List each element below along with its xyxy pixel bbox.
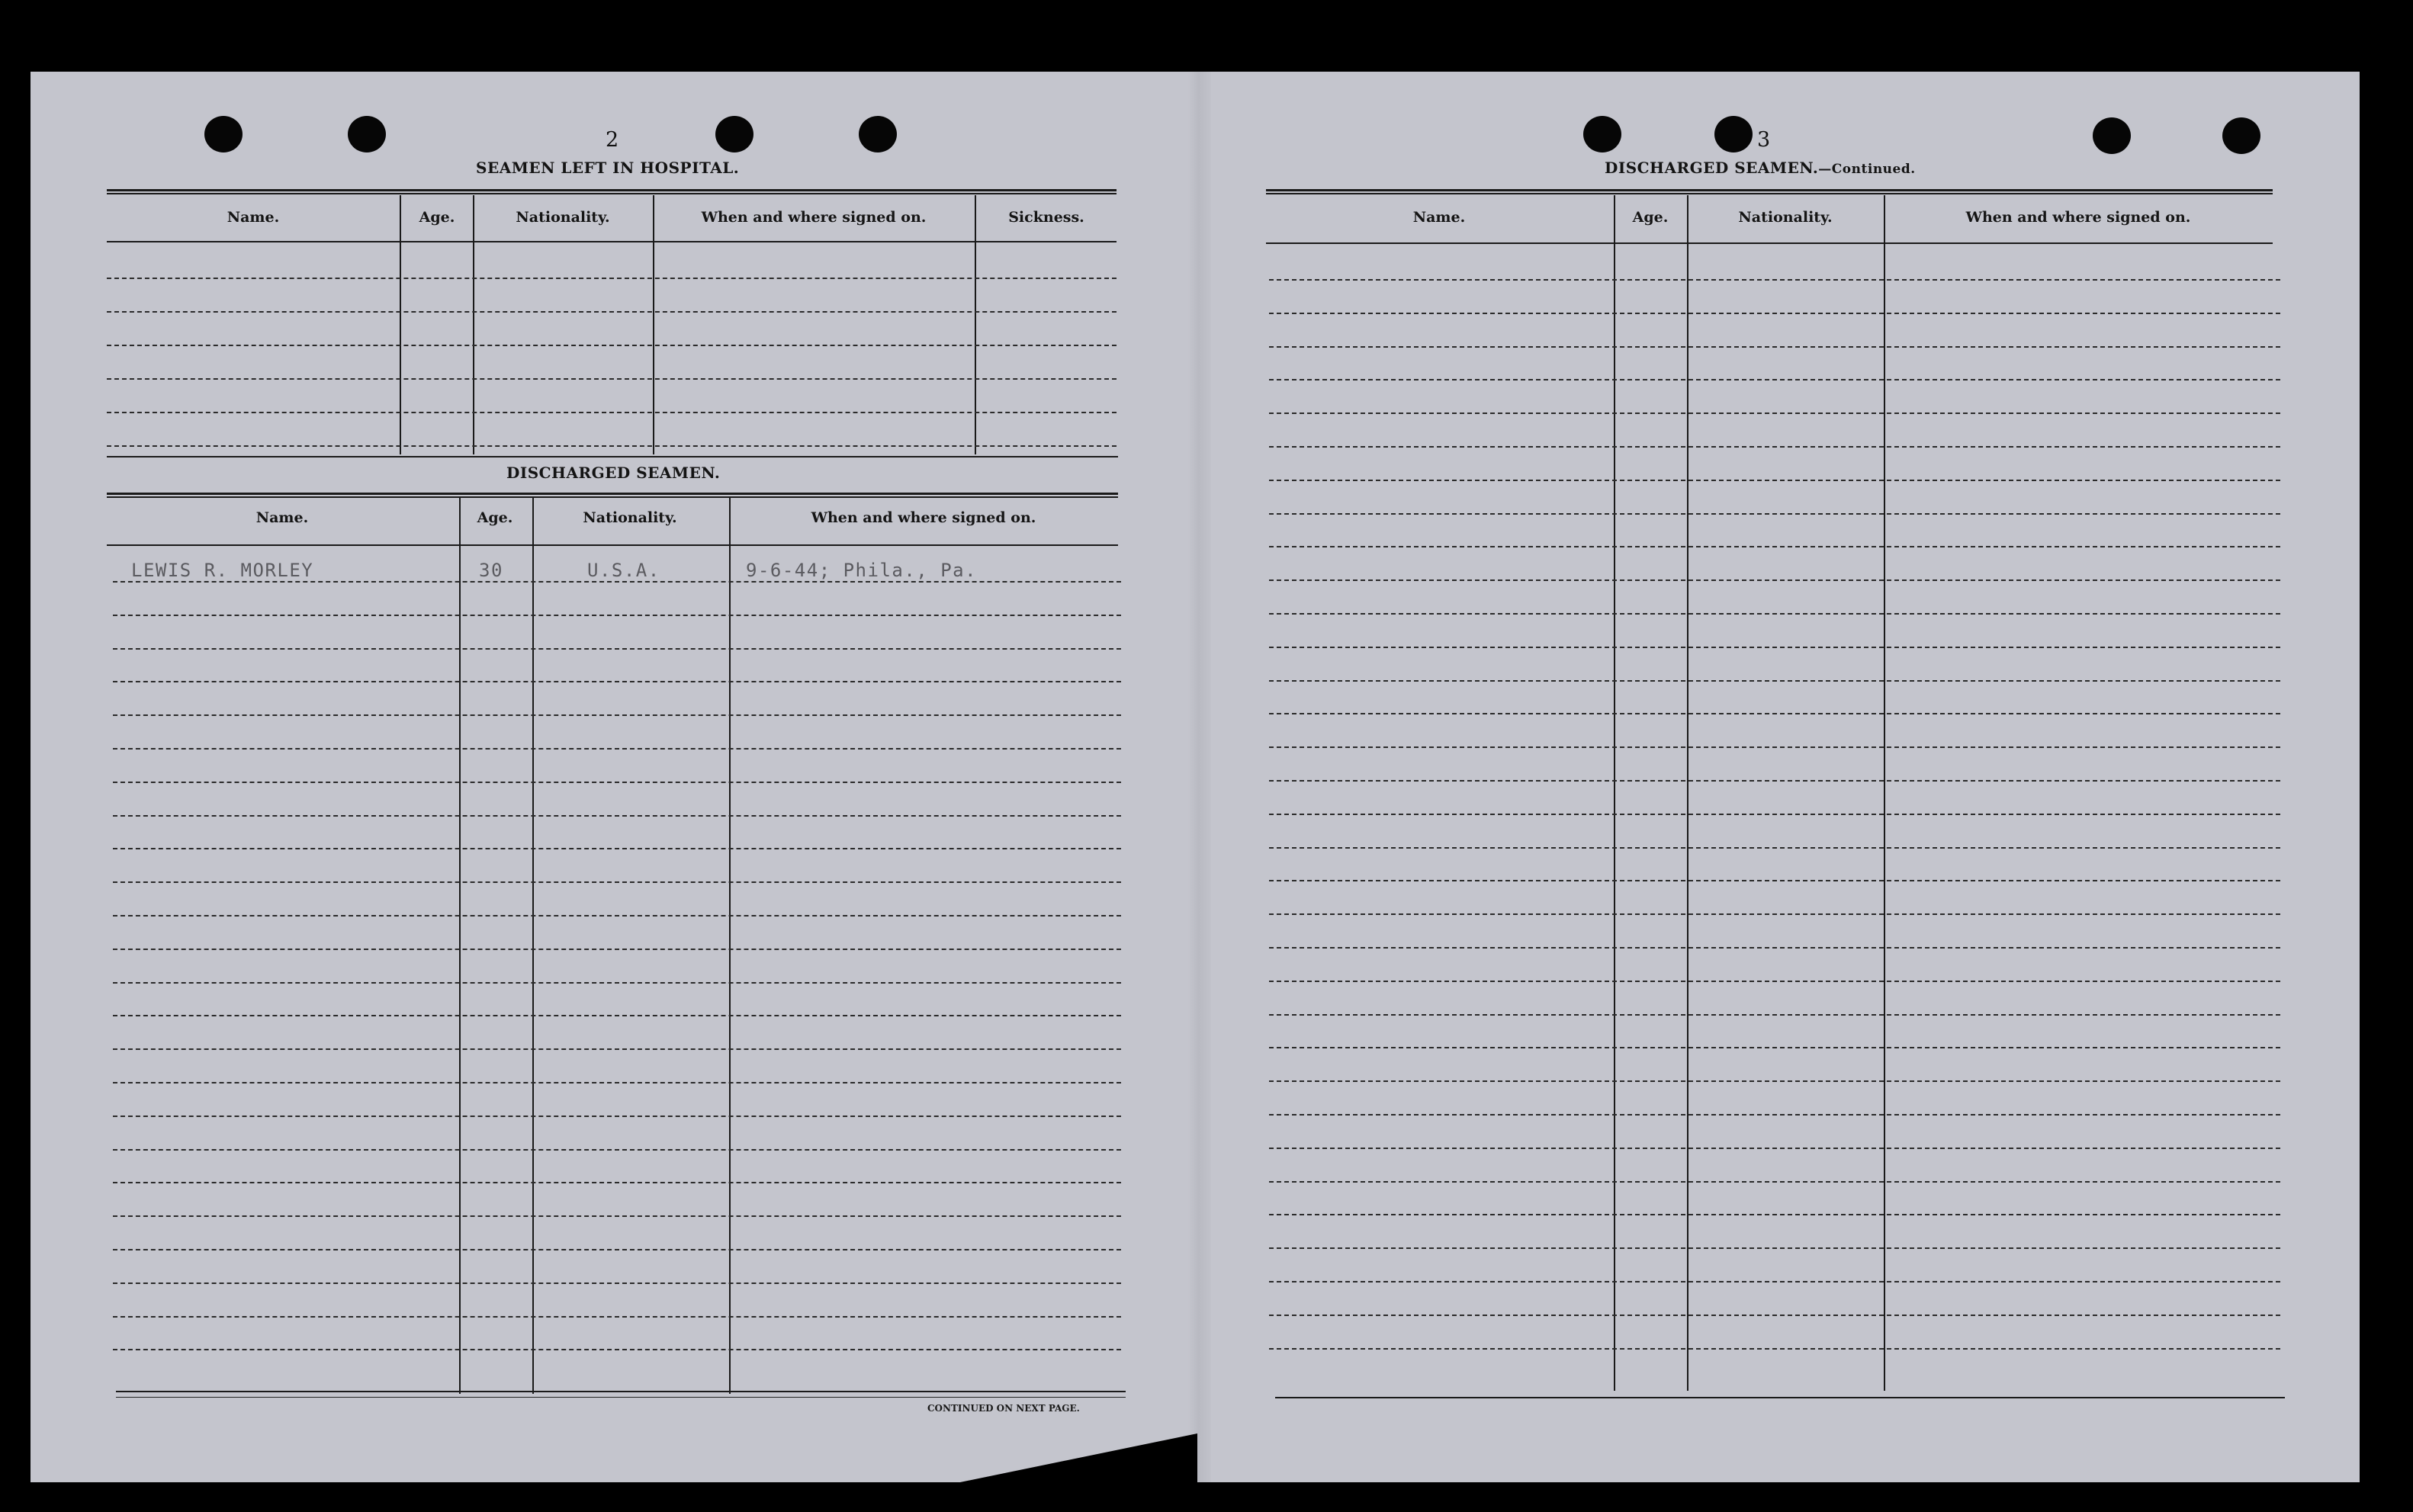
right-title-suffix: —Continued. <box>1818 162 1916 177</box>
ledger-row-line <box>1269 913 2280 915</box>
seaman-name: LEWIS R. MORLEY <box>131 560 314 581</box>
ledger-row-line <box>113 915 1121 917</box>
ledger-row-line <box>113 848 1121 849</box>
seaman-signed-on: 9-6-44; Phila., Pa. <box>746 560 978 581</box>
ledger-row-line <box>1269 880 2280 881</box>
hospital-row-line <box>107 412 1117 413</box>
ledger-row-line <box>1269 847 2280 849</box>
ledger-row-line <box>1269 480 2280 481</box>
punch-hole <box>859 116 897 152</box>
right-top-rule <box>1266 189 2273 194</box>
punch-hole <box>715 116 753 152</box>
discharged-col-divider <box>729 497 731 1394</box>
ledger-row-line <box>113 615 1121 616</box>
hospital-bottom-rule <box>107 456 1118 457</box>
discharged-col-divider <box>459 497 461 1394</box>
discharged-col-divider <box>532 497 534 1394</box>
discharged-col-nationality: Nationality. <box>583 509 677 526</box>
hospital-top-rule <box>107 189 1117 194</box>
ledger-row-line <box>1269 947 2280 949</box>
ledger-row-line <box>1269 313 2280 314</box>
hospital-col-divider <box>653 195 654 454</box>
hospital-col-name: Name. <box>227 209 280 226</box>
ledger-row-line <box>1269 1247 2280 1249</box>
discharged-top-rule <box>107 493 1118 498</box>
discharged-col-name: Name. <box>255 509 309 526</box>
seaman-nationality: U.S.A. <box>587 560 660 581</box>
ledger-row-line <box>1269 413 2280 414</box>
hospital-row-line <box>107 311 1117 313</box>
ledger-row-line <box>113 648 1121 650</box>
ledger-row-line <box>1269 546 2280 547</box>
discharged-col-signed-on: When and where signed on. <box>811 509 1036 526</box>
ledger-row-line <box>1269 680 2280 682</box>
ledger-row-line <box>1269 379 2280 380</box>
discharged-bottom-rule <box>116 1391 1126 1392</box>
ledger-row-line <box>1269 647 2280 648</box>
ledger-row-line <box>1269 1348 2280 1350</box>
ledger-row-line <box>113 881 1121 883</box>
punch-hole <box>1714 116 1753 152</box>
hospital-row-line <box>107 278 1117 279</box>
ledger-row-line <box>1269 1181 2280 1183</box>
hospital-col-sickness: Sickness. <box>1008 209 1084 226</box>
hospital-row-line <box>107 378 1117 380</box>
ledger-row-line <box>113 1249 1121 1250</box>
discharged-col-age: Age. <box>477 509 513 526</box>
punch-hole <box>2222 117 2260 154</box>
ledger-row-line <box>1269 346 2280 348</box>
ledger-row-line <box>113 949 1121 950</box>
ledger-row-line <box>1269 780 2280 782</box>
hospital-header-rule <box>107 241 1117 242</box>
ledger-row-line <box>1269 1315 2280 1316</box>
hospital-col-signed-on: When and where signed on. <box>701 209 927 226</box>
hospital-col-divider <box>473 195 474 454</box>
ledger-row-line <box>1269 713 2280 714</box>
ledger-row-line <box>113 1316 1121 1318</box>
ledger-row-line <box>113 1048 1121 1050</box>
punch-hole <box>348 116 386 152</box>
hospital-col-age: Age. <box>419 209 455 226</box>
hospital-col-divider <box>975 195 976 454</box>
page-number-left: 2 <box>606 128 619 152</box>
ledger-row-line <box>113 1282 1121 1284</box>
ledger-row-line <box>113 1015 1121 1016</box>
ledger-row-line <box>113 782 1121 783</box>
hospital-section-title: SEAMEN LEFT IN HOSPITAL. <box>476 159 740 177</box>
punch-hole <box>2093 117 2131 154</box>
right-col-nationality: Nationality. <box>1738 209 1833 226</box>
ledger-row-line <box>113 1182 1121 1183</box>
ledger-row-line <box>113 1215 1121 1217</box>
ledger-row-line <box>113 581 1121 583</box>
ledger-row-line <box>113 681 1121 682</box>
discharged-bottom-rule-thin <box>116 1397 1126 1398</box>
ledger-row-line <box>113 1116 1121 1117</box>
right-col-divider <box>1884 195 1885 1391</box>
ledger-row-line <box>1269 1281 2280 1282</box>
ledger-row-line <box>1269 1080 2280 1082</box>
right-col-name: Name. <box>1412 209 1466 226</box>
page-number-right: 3 <box>1757 128 1771 152</box>
ledger-row-line <box>1269 513 2280 515</box>
ledger-row-line <box>1269 746 2280 748</box>
ledger-row-line <box>1269 579 2280 581</box>
ledger-row-line <box>1269 1214 2280 1215</box>
ledger-row-line <box>113 1149 1121 1151</box>
ledger-row-line <box>113 1349 1121 1350</box>
hospital-row-line <box>107 345 1117 346</box>
hospital-col-divider <box>400 195 401 454</box>
right-col-divider <box>1614 195 1615 1391</box>
right-col-divider <box>1687 195 1688 1391</box>
discharged-section-title: DISCHARGED SEAMEN. <box>506 464 721 482</box>
right-header-rule <box>1266 242 2273 244</box>
right-col-signed-on: When and where signed on. <box>1965 209 2191 226</box>
discharged-header-rule <box>107 544 1118 546</box>
ledger-row-line <box>1269 1114 2280 1116</box>
ledger-row-line <box>1269 981 2280 982</box>
hospital-col-nationality: Nationality. <box>516 209 610 226</box>
ledger-row-line <box>113 714 1121 716</box>
seaman-age: 30 <box>479 560 503 581</box>
ledger-row-line <box>1269 1014 2280 1016</box>
right-section-title <box>1605 159 1916 177</box>
hospital-row-line <box>107 445 1117 447</box>
ledger-row-line <box>1269 1148 2280 1149</box>
ledger-row-line <box>113 982 1121 984</box>
punch-hole <box>204 116 243 152</box>
continued-note: CONTINUED ON NEXT PAGE. <box>927 1403 1080 1414</box>
right-col-age: Age. <box>1632 209 1669 226</box>
ledger-row-line <box>1269 1047 2280 1048</box>
ledger-row-line <box>1269 446 2280 448</box>
ledger-row-line <box>113 815 1121 817</box>
right-title-main: DISCHARGED SEAMEN. <box>1605 159 1819 177</box>
ledger-row-line <box>113 748 1121 750</box>
ledger-row-line <box>113 1082 1121 1083</box>
ledger-row-line <box>1269 814 2280 815</box>
punch-hole <box>1583 116 1621 152</box>
ledger-row-line <box>1269 613 2280 615</box>
right-bottom-rule <box>1275 1397 2285 1398</box>
ledger-row-line <box>1269 279 2280 281</box>
center-fold <box>1188 72 1211 1482</box>
